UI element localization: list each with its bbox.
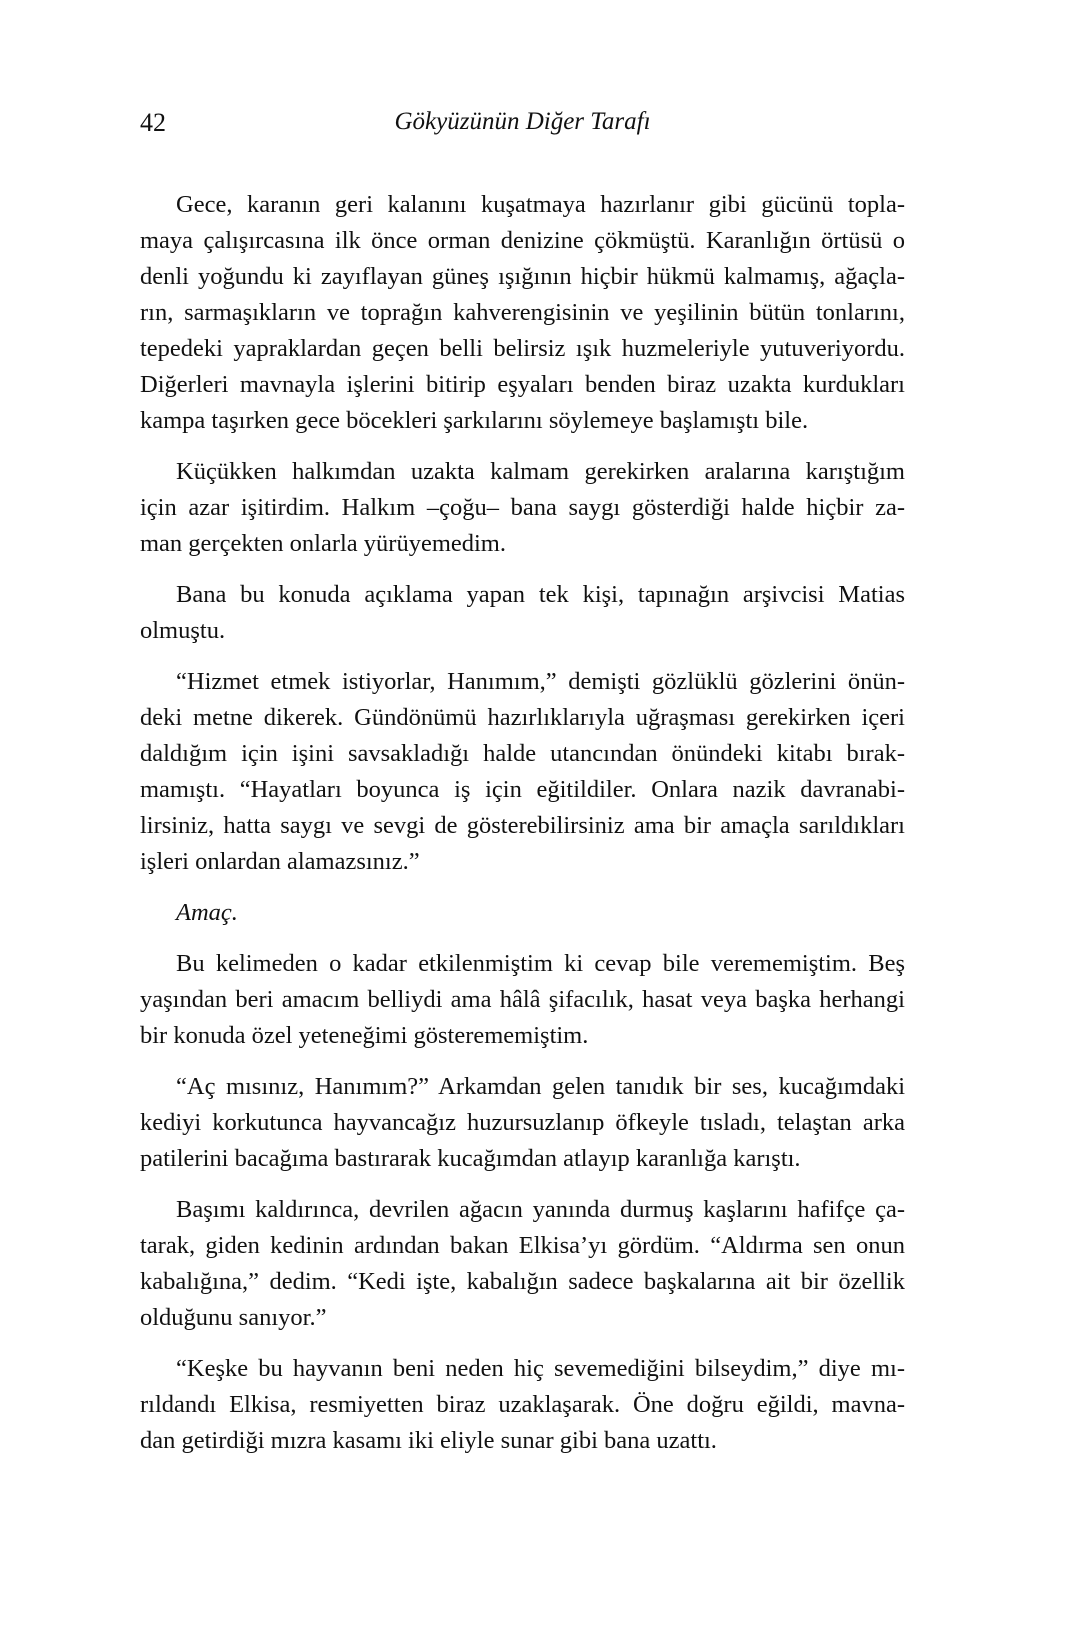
paragraph [140, 1192, 905, 1336]
text-line: deki metne dikerek. Gündönümü hazırlıklarıyla uğraşması gerekirken içeri [140, 704, 905, 731]
text-line: “Aç mısınız, Hanımım?” Arkamdan gelen tanıdık bir ses, kucağımdaki [176, 1073, 905, 1100]
running-title: Gökyüzünün Diğer Tarafı [394, 108, 651, 135]
text-line: Gece, karanın geri kalanını kuşatmaya hazırlanır gibi gücünü topla- [176, 191, 905, 218]
paragraph [140, 946, 905, 1054]
text-line: yaşından beri amacım belliydi ama hâlâ şifacılık, hasat veya başka herhangi [140, 986, 905, 1013]
text-line: mamıştı. “Hayatları boyunca iş için eğitildiler. Onlara nazik davranabi- [140, 776, 905, 803]
text-line: lirsiniz, hatta saygı ve sevgi de gösterebilirsiniz ama bir amaçla sarıldıkları [140, 812, 905, 839]
text-line: kediyi korkutunca hayvancağız huzursuzlanıp öfkeyle tısladı, telaştan arka [140, 1109, 905, 1136]
text-line: işleri onlardan alamazsınız.” [140, 848, 420, 875]
text-line: olmuştu. [140, 617, 226, 644]
page-header [140, 108, 905, 148]
text-line: için azar işitirdim. Halkım –çoğu– bana saygı gösterdiği halde hiçbir za- [140, 494, 905, 521]
text-line: rın, sarmaşıkların ve toprağın kahverengisinin ve yeşilinin bütün tonlarını, [140, 299, 905, 326]
paragraph [140, 187, 905, 439]
text-line: bir konuda özel yeteneğimi gösterememiştim. [140, 1022, 589, 1049]
text-line: Diğerleri mavnayla işlerini bitirip eşyaları benden biraz uzakta kurdukları [140, 371, 905, 398]
body-text [140, 187, 905, 1474]
text-line: man gerçekten onlarla yürüyemedim. [140, 530, 506, 557]
paragraph [140, 895, 905, 931]
text-line: “Hizmet etmek istiyorlar, Hanımım,” demişti gözlüklü gözlerini önün- [176, 668, 905, 695]
text-line: Başımı kaldırınca, devrilen ağacın yanında durmuş kaşlarını hafifçe ça- [176, 1196, 905, 1223]
paragraph [140, 1069, 905, 1177]
text-line: daldığım için işini savsakladığı halde utancından önündeki kitabı bırak- [140, 740, 905, 767]
text-line: denli yoğundu ki zayıflayan güneş ışığının hiçbir hükmü kalmamış, ağaçla- [140, 263, 905, 290]
text-line: “Keşke bu hayvanın beni neden hiç sevemediğini bilseydim,” diye mı- [176, 1355, 905, 1382]
text-line: maya çalışırcasına ilk önce orman denizine çökmüştü. Karanlığın örtüsü o [140, 227, 905, 254]
text-line: kampa taşırken gece böcekleri şarkılarını söylemeye başlamıştı bile. [140, 407, 809, 434]
text-line: dan getirdiği mızra kasamı iki eliyle sunar gibi bana uzattı. [140, 1427, 717, 1454]
text-line: Bana bu konuda açıklama yapan tek kişi, tapınağın arşivcisi Matias [176, 581, 905, 608]
paragraph [140, 1351, 905, 1459]
text-line: Amaç. [176, 899, 238, 926]
paragraph [140, 664, 905, 880]
text-line: patilerini bacağıma bastırarak kucağımdan atlayıp karanlığa karıştı. [140, 1145, 801, 1172]
paragraph [140, 454, 905, 562]
text-line: olduğunu sanıyor.” [140, 1304, 327, 1331]
text-line: tarak, giden kedinin ardından bakan Elkisa’yı gördüm. “Aldırma sen onun [140, 1232, 905, 1259]
text-line: Küçükken halkımdan uzakta kalmam gerekirken aralarına karıştığım [176, 458, 905, 485]
text-line: rıldandı Elkisa, resmiyetten biraz uzaklaşarak. Öne doğru eğildi, mavna- [140, 1391, 905, 1418]
text-line: Bu kelimeden o kadar etkilenmiştim ki cevap bile verememiştim. Beş [176, 950, 905, 977]
text-line: kabalığına,” dedim. “Kedi işte, kabalığın sadece başkalarına ait bir özellik [140, 1268, 905, 1295]
text-line: tepedeki yapraklardan geçen belli belirsiz ışık huzmeleriyle yutuveriyordu. [140, 335, 905, 362]
paragraph [140, 577, 905, 649]
page-number: 42 [140, 108, 166, 137]
